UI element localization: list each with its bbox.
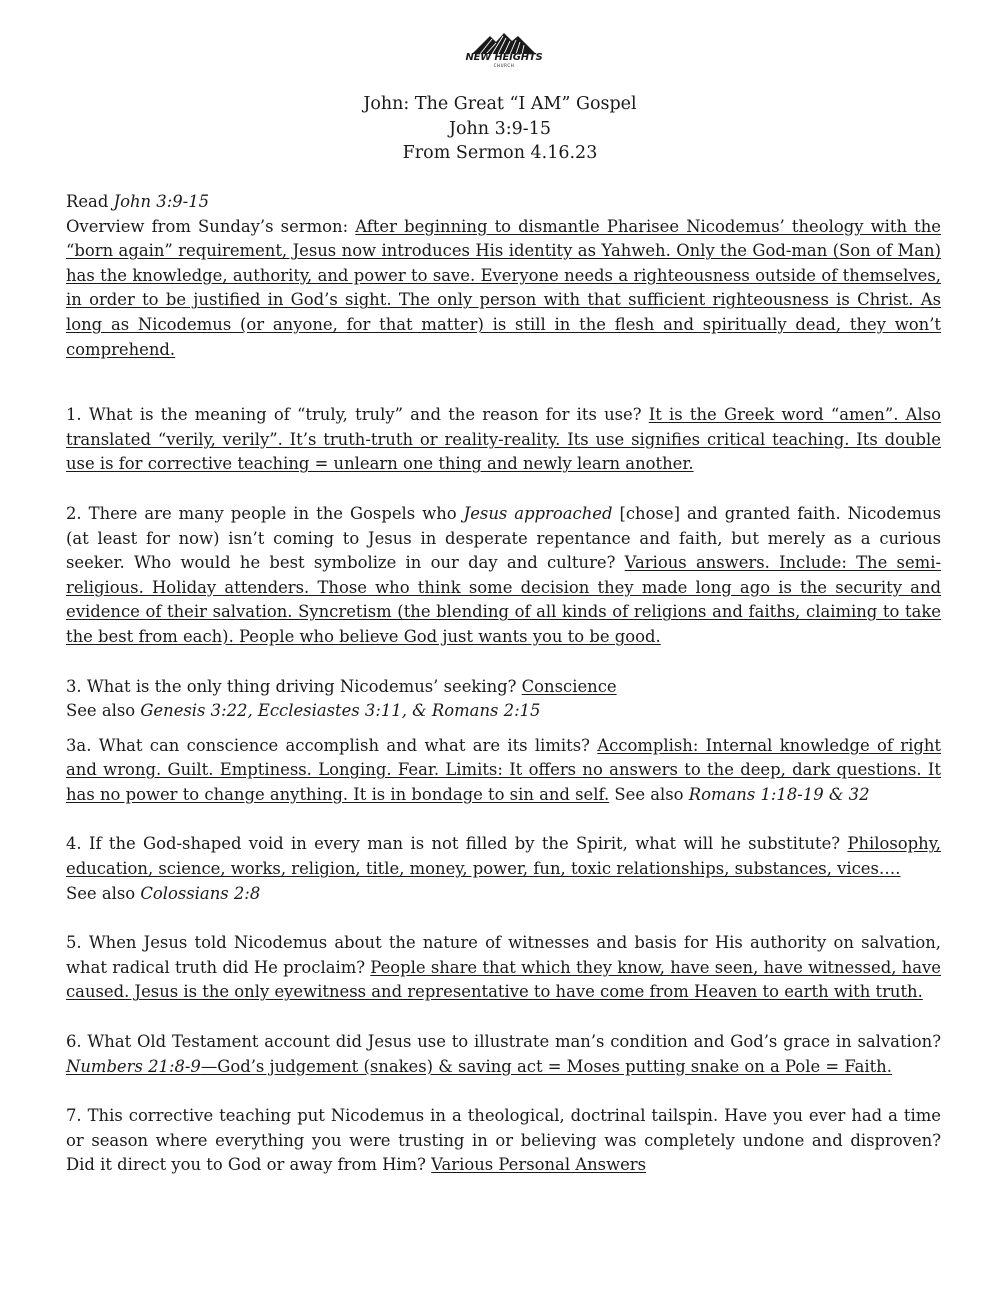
question-2 bbox=[66, 502, 941, 650]
study-body bbox=[66, 190, 941, 1178]
question-3 bbox=[66, 675, 941, 700]
question-6 bbox=[66, 1030, 941, 1079]
question-5 bbox=[66, 931, 941, 1005]
see-also-label: See also bbox=[609, 784, 689, 804]
question-5-text: 5. When Jesus told Nicodemus about the nature of witnesses and basis for His authority on salvation, what radical truth did He proclaim? bbox=[66, 933, 941, 977]
question-7-answer: Various Personal Answers bbox=[431, 1155, 647, 1175]
question-2-answer: Various answers. Include: The semi-religious. Holiday attenders. Those who think some decision they made long ago is the security and evidence of their salvation. Syncretism (the blending of all kinds of religions and faiths, claiming to take the best from each). People who believe God just wants you to be good. bbox=[66, 553, 941, 646]
see-also-references: Genesis 3:22, Ecclesiastes 3:11, & Romans 2:15 bbox=[140, 701, 541, 721]
see-also-references: Romans 1:18-19 & 32 bbox=[688, 784, 870, 804]
question-2-text-b: [chose] and granted faith. Nicodemus (at least for now) isn’t coming to Jesus in desperate repentance and faith, but merely as a curious seeker. Who would he best symbolize in our day and culture? bbox=[66, 503, 941, 573]
see-also-references: Colossians 2:8 bbox=[140, 883, 261, 903]
question-6-text: 6. What Old Testament account did Jesus use to illustrate man’s condition and God’s grace in salvation? bbox=[66, 1032, 941, 1052]
question-3-answer: Conscience bbox=[521, 676, 617, 696]
question-4-text: 4. If the God-shaped void in every man is not filled by the Spirit, what will he substitute? bbox=[66, 834, 848, 854]
question-7 bbox=[66, 1104, 941, 1178]
question-2-emphasis: Jesus approached bbox=[463, 503, 613, 523]
overview-lead: Overview from Sunday’s sermon: bbox=[66, 216, 356, 236]
read-line bbox=[66, 190, 941, 215]
question-7-text: 7. This corrective teaching put Nicodemus in a theological, doctrinal tailspin. Have you ever had a time or season where everything you were trusting in or believing was completely undone and disproven? Did it direct you to God or away from Him? bbox=[66, 1106, 941, 1175]
overview-paragraph bbox=[66, 215, 941, 363]
question-6-answer-reference: Numbers 21:8-9 bbox=[66, 1056, 201, 1076]
question-2-text-a: 2. There are many people in the Gospels who bbox=[66, 503, 464, 523]
logo-name: NEW HEIGHTS bbox=[465, 52, 543, 63]
read-reference: John 3:9-15 bbox=[113, 192, 210, 211]
question-6-answer-text: —God’s judgement (snakes) & saving act = Moses putting snake on a Pole = Faith. bbox=[200, 1056, 892, 1076]
question-5-answer: People share that which they know, have seen, have witnessed, have caused. Jesus is the only eyewitness and representative to have come from Heaven to earth with truth. bbox=[66, 957, 941, 1002]
question-1 bbox=[66, 403, 941, 477]
sermon-date: From Sermon 4.16.23 bbox=[402, 143, 598, 163]
church-logo bbox=[462, 30, 546, 72]
question-3a-text: 3a. What can conscience accomplish and what are its limits? bbox=[66, 735, 598, 755]
question-3-see-also bbox=[66, 699, 941, 724]
question-4 bbox=[66, 832, 941, 881]
question-4-see-also bbox=[66, 882, 941, 907]
question-3a-answer: Accomplish: Internal knowledge of right and wrong. Guilt. Emptiness. Longing. Fear. Limits: It offers no answers to the deep, dark questions. It has no power to change anything. It is in bondage to sin and self. bbox=[66, 735, 942, 804]
see-also-label: See also bbox=[66, 883, 141, 903]
question-3a bbox=[66, 734, 941, 808]
question-4-answer: Philosophy, education, science, works, religion, title, money, power, fun, toxic relationships, substances, vices…. bbox=[66, 834, 941, 879]
logo-subtitle: CHURCH bbox=[493, 63, 515, 68]
overview-answer: After beginning to dismantle Pharisee Nicodemus’ theology with the “born again” requirement, Jesus now introduces His identity as Yahweh. Only the God-man (Son of Man) has the knowledge, authority, and power to save. Everyone needs a righteousness outside of themselves, in order to be justified in God’s sight. The only person with that sufficient righteousness is Christ. As long as Nicodemus (or anyone, for that matter) is still in the flesh and spiritually dead, they won’t comprehend. bbox=[66, 216, 941, 359]
question-3-text: 3. What is the only thing driving Nicodemus’ seeking? bbox=[66, 676, 522, 696]
passage-reference: John 3:9-15 bbox=[448, 118, 551, 139]
question-1-text: 1. What is the meaning of “truly, truly” and the reason for its use? bbox=[66, 405, 649, 425]
page-header bbox=[0, 92, 1000, 166]
see-also-label: See also bbox=[66, 701, 141, 721]
read-label: Read bbox=[66, 192, 114, 211]
page-title: John: The Great “I AM” Gospel bbox=[363, 94, 637, 114]
question-6-answer bbox=[66, 1057, 892, 1076]
question-1-answer: It is the Greek word “amen”. Also translated “verily, verily”. It’s truth-truth or reality-reality. Its use signifies critical teaching. Its double use is for corrective teaching = unlearn one thing and newly learn another. bbox=[66, 405, 942, 474]
